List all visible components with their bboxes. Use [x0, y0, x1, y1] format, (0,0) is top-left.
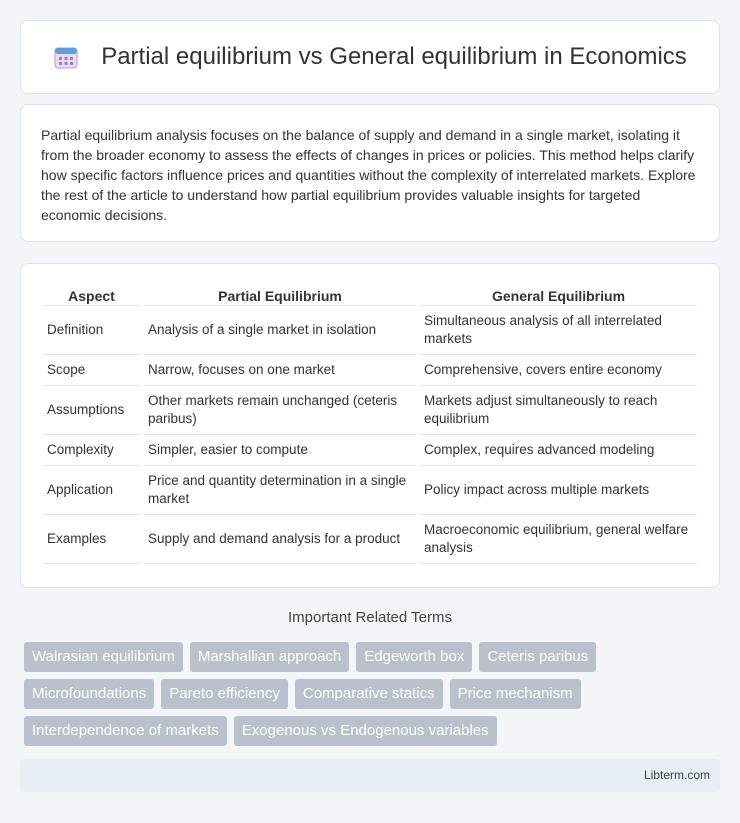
intro-card — [20, 104, 720, 242]
table-cell: Simpler, easier to compute — [144, 435, 416, 466]
table-cell: Comprehensive, covers entire economy — [420, 355, 697, 386]
table-header-row — [43, 280, 697, 306]
table-cell: Examples — [43, 515, 140, 564]
footer — [20, 759, 720, 792]
tag-row — [24, 716, 724, 746]
header-partial: Partial Equilibrium — [144, 280, 416, 306]
table-row — [43, 386, 697, 435]
tag-marshallian-approach[interactable]: Marshallian approach — [190, 642, 349, 672]
tag-row — [24, 679, 724, 709]
related-terms-list — [24, 642, 724, 753]
tag-pareto-efficiency[interactable]: Pareto efficiency — [161, 679, 288, 709]
related-terms-heading: Important Related Terms — [288, 609, 452, 626]
table-cell: Other markets remain unchanged (ceteris paribus) — [144, 386, 416, 435]
tag-walrasian-equilibrium[interactable]: Walrasian equilibrium — [24, 642, 183, 672]
footer-site-link[interactable]: Libterm.com — [643, 768, 710, 782]
table-row — [43, 466, 697, 515]
table-row — [43, 515, 697, 564]
table-row — [43, 435, 697, 466]
page-title: Partial equilibrium vs General equilibrium in Economics — [101, 43, 687, 70]
table-cell: Complex, requires advanced modeling — [420, 435, 697, 466]
tag-interdependence-of-markets[interactable]: Interdependence of markets — [24, 716, 227, 746]
title-card — [20, 20, 720, 94]
header-general: General Equilibrium — [420, 280, 697, 306]
table-cell: Markets adjust simultaneously to reach equilibrium — [420, 386, 697, 435]
tag-edgeworth-box[interactable]: Edgeworth box — [356, 642, 472, 672]
tag-ceteris-paribus[interactable]: Ceteris paribus — [479, 642, 596, 672]
table-cell: Supply and demand analysis for a product — [144, 515, 416, 564]
tag-microfoundations[interactable]: Microfoundations — [24, 679, 154, 709]
table-cell: Macroeconomic equilibrium, general welfare analysis — [420, 515, 697, 564]
table-cell: Application — [43, 466, 140, 515]
table-cell: Policy impact across multiple markets — [420, 466, 697, 515]
table-cell: Narrow, focuses on one market — [144, 355, 416, 386]
header-aspect: Aspect — [43, 280, 140, 306]
tag-row — [24, 642, 724, 672]
table-cell: Analysis of a single market in isolation — [144, 306, 416, 355]
table-cell: Price and quantity determination in a single market — [144, 466, 416, 515]
table-row — [43, 306, 697, 355]
tag-comparative-statics[interactable]: Comparative statics — [295, 679, 443, 709]
tag-exogenous-vs-endogenous[interactable]: Exogenous vs Endogenous variables — [234, 716, 497, 746]
table-cell: Complexity — [43, 435, 140, 466]
table-cell: Scope — [43, 355, 140, 386]
comparison-table — [39, 280, 701, 564]
tag-price-mechanism[interactable]: Price mechanism — [450, 679, 581, 709]
table-cell: Simultaneous analysis of all interrelated markets — [420, 306, 697, 355]
table-row — [43, 355, 697, 386]
comparison-table-card — [20, 263, 720, 588]
intro-paragraph: Partial equilibrium analysis focuses on the balance of supply and demand in a single market, isolating it from the broader economy to assess the effects of changes in prices or policies. This method helps clarify how specific factors influence prices and quantities without the complexity of interrelated markets. Explore the rest of the article to understand how partial equilibrium provides valuable insights for targeted economic decisions. — [41, 127, 696, 223]
table-cell: Assumptions — [43, 386, 140, 435]
calendar-icon — [53, 44, 79, 70]
table-cell: Definition — [43, 306, 140, 355]
